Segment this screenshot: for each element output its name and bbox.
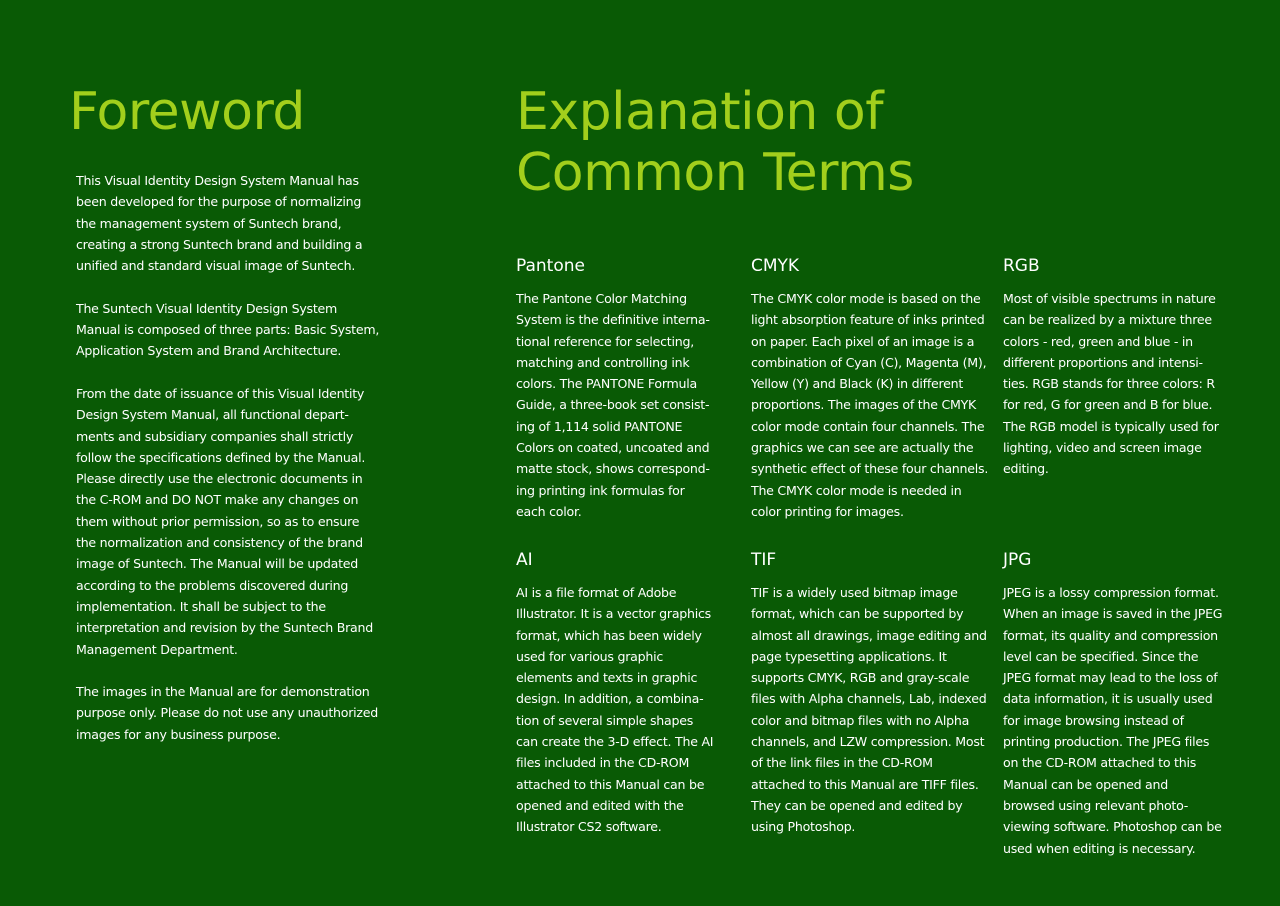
term-jpg — [1003, 549, 1228, 859]
term-ai — [516, 549, 721, 838]
foreword-paragraph: From the date of issuance of this Visual Identity Design System Manual, all functional depart- ments and subsidiary companies shall strictly follow the specifications defined by the Manual. Please directly use the electronic documents in the C-ROM and DO NOT make any changes on them without prior permission, so as to ensure the normalization and consistency of the brand image of Suntech. The Manual will be updated according to the problems discovered during implementation. It shall be subject to the interpretation and revision by the Suntech Brand Management Department. — [76, 385, 374, 657]
foreword-title: Foreword — [69, 82, 305, 142]
term-body: The CMYK color mode is based on the light absorption feature of inks printed on paper. Each pixel of an image is a combination of Cyan (C), Magenta (M), Yellow (Y) and Black (K) in different proportions. The images of the CMYK color mode contain four channels. The graphics we can see are actually the synthetic effect of these four channels. The CMYK color mode is needed in color printing for images. — [751, 291, 989, 519]
terms-title: Explanation of Common Terms — [516, 82, 914, 203]
term-body: JPEG is a lossy compression format. When an image is saved in the JPEG format, its quality and compression level can be specified. Since the JPEG format may lead to the loss of data information, it is usually used for image browsing instead of printing production. The JPEG files on the CD-ROM attached to this Manual can be opened and browsed using relevant photo- viewing software. Photoshop can be used when editing is necessary. — [1003, 585, 1223, 856]
term-body: AI is a file format of Adobe Illustrator. It is a vector graphics format, which has been widely used for various graphic elements and texts in graphic design. In addition, a combina- tion of several simple shapes can create the 3-D effect. The AI files included in the CD-ROM attached to this Manual can be opened and edited with the Illustrator CS2 software. — [516, 585, 714, 835]
term-rgb — [1003, 255, 1228, 480]
term-heading: JPG — [1003, 550, 1032, 570]
term-body: TIF is a widely used bitmap image format, which can be supported by almost all drawings, image editing and page typesetting applications. It supports CMYK, RGB and gray-scale files with Alpha channels, Lab, indexed color and bitmap files with no Alpha channels, and LZW compression. Most of the link files in the CD-ROM attached to this Manual are TIFF files. They can be opened and edited by using Photoshop. — [751, 585, 987, 835]
term-tif — [751, 549, 991, 838]
term-heading: RGB — [1003, 256, 1040, 276]
term-pantone — [516, 255, 721, 522]
term-body: Most of visible spectrums in nature can be realized by a mixture three colors - red, green and blue - in different proportions and intensi- ties. RGB stands for three colors: R for red, G for green and B for blue. The RGB model is typically used for lighting, video and screen image editing. — [1003, 291, 1219, 477]
term-heading: TIF — [751, 550, 777, 570]
foreword-paragraph: The images in the Manual are for demonstration purpose only. Please do not use any unauthorized images for any business purpose. — [76, 684, 378, 742]
term-heading: CMYK — [751, 256, 800, 276]
term-heading: AI — [516, 550, 533, 570]
foreword-paragraph: This Visual Identity Design System Manual has been developed for the purpose of normalizing the management system of Suntech brand, creating a strong Suntech brand and building a unified and standard visual image of Suntech. — [76, 173, 363, 274]
term-body: The Pantone Color Matching System is the definitive interna- tional reference for selecting, matching and controlling ink colors. The PANTONE Formula Guide, a three-book set consist- ing of 1,114 solid PANTONE Colors on coated, uncoated and matte stock, shows correspond- ing printing ink formulas for each color. — [516, 291, 710, 519]
term-cmyk — [751, 255, 991, 522]
term-heading: Pantone — [516, 256, 585, 276]
foreword-body — [76, 170, 386, 766]
foreword-paragraph: The Suntech Visual Identity Design System Manual is composed of three parts: Basic System, Application System and Brand Architecture. — [76, 300, 380, 359]
